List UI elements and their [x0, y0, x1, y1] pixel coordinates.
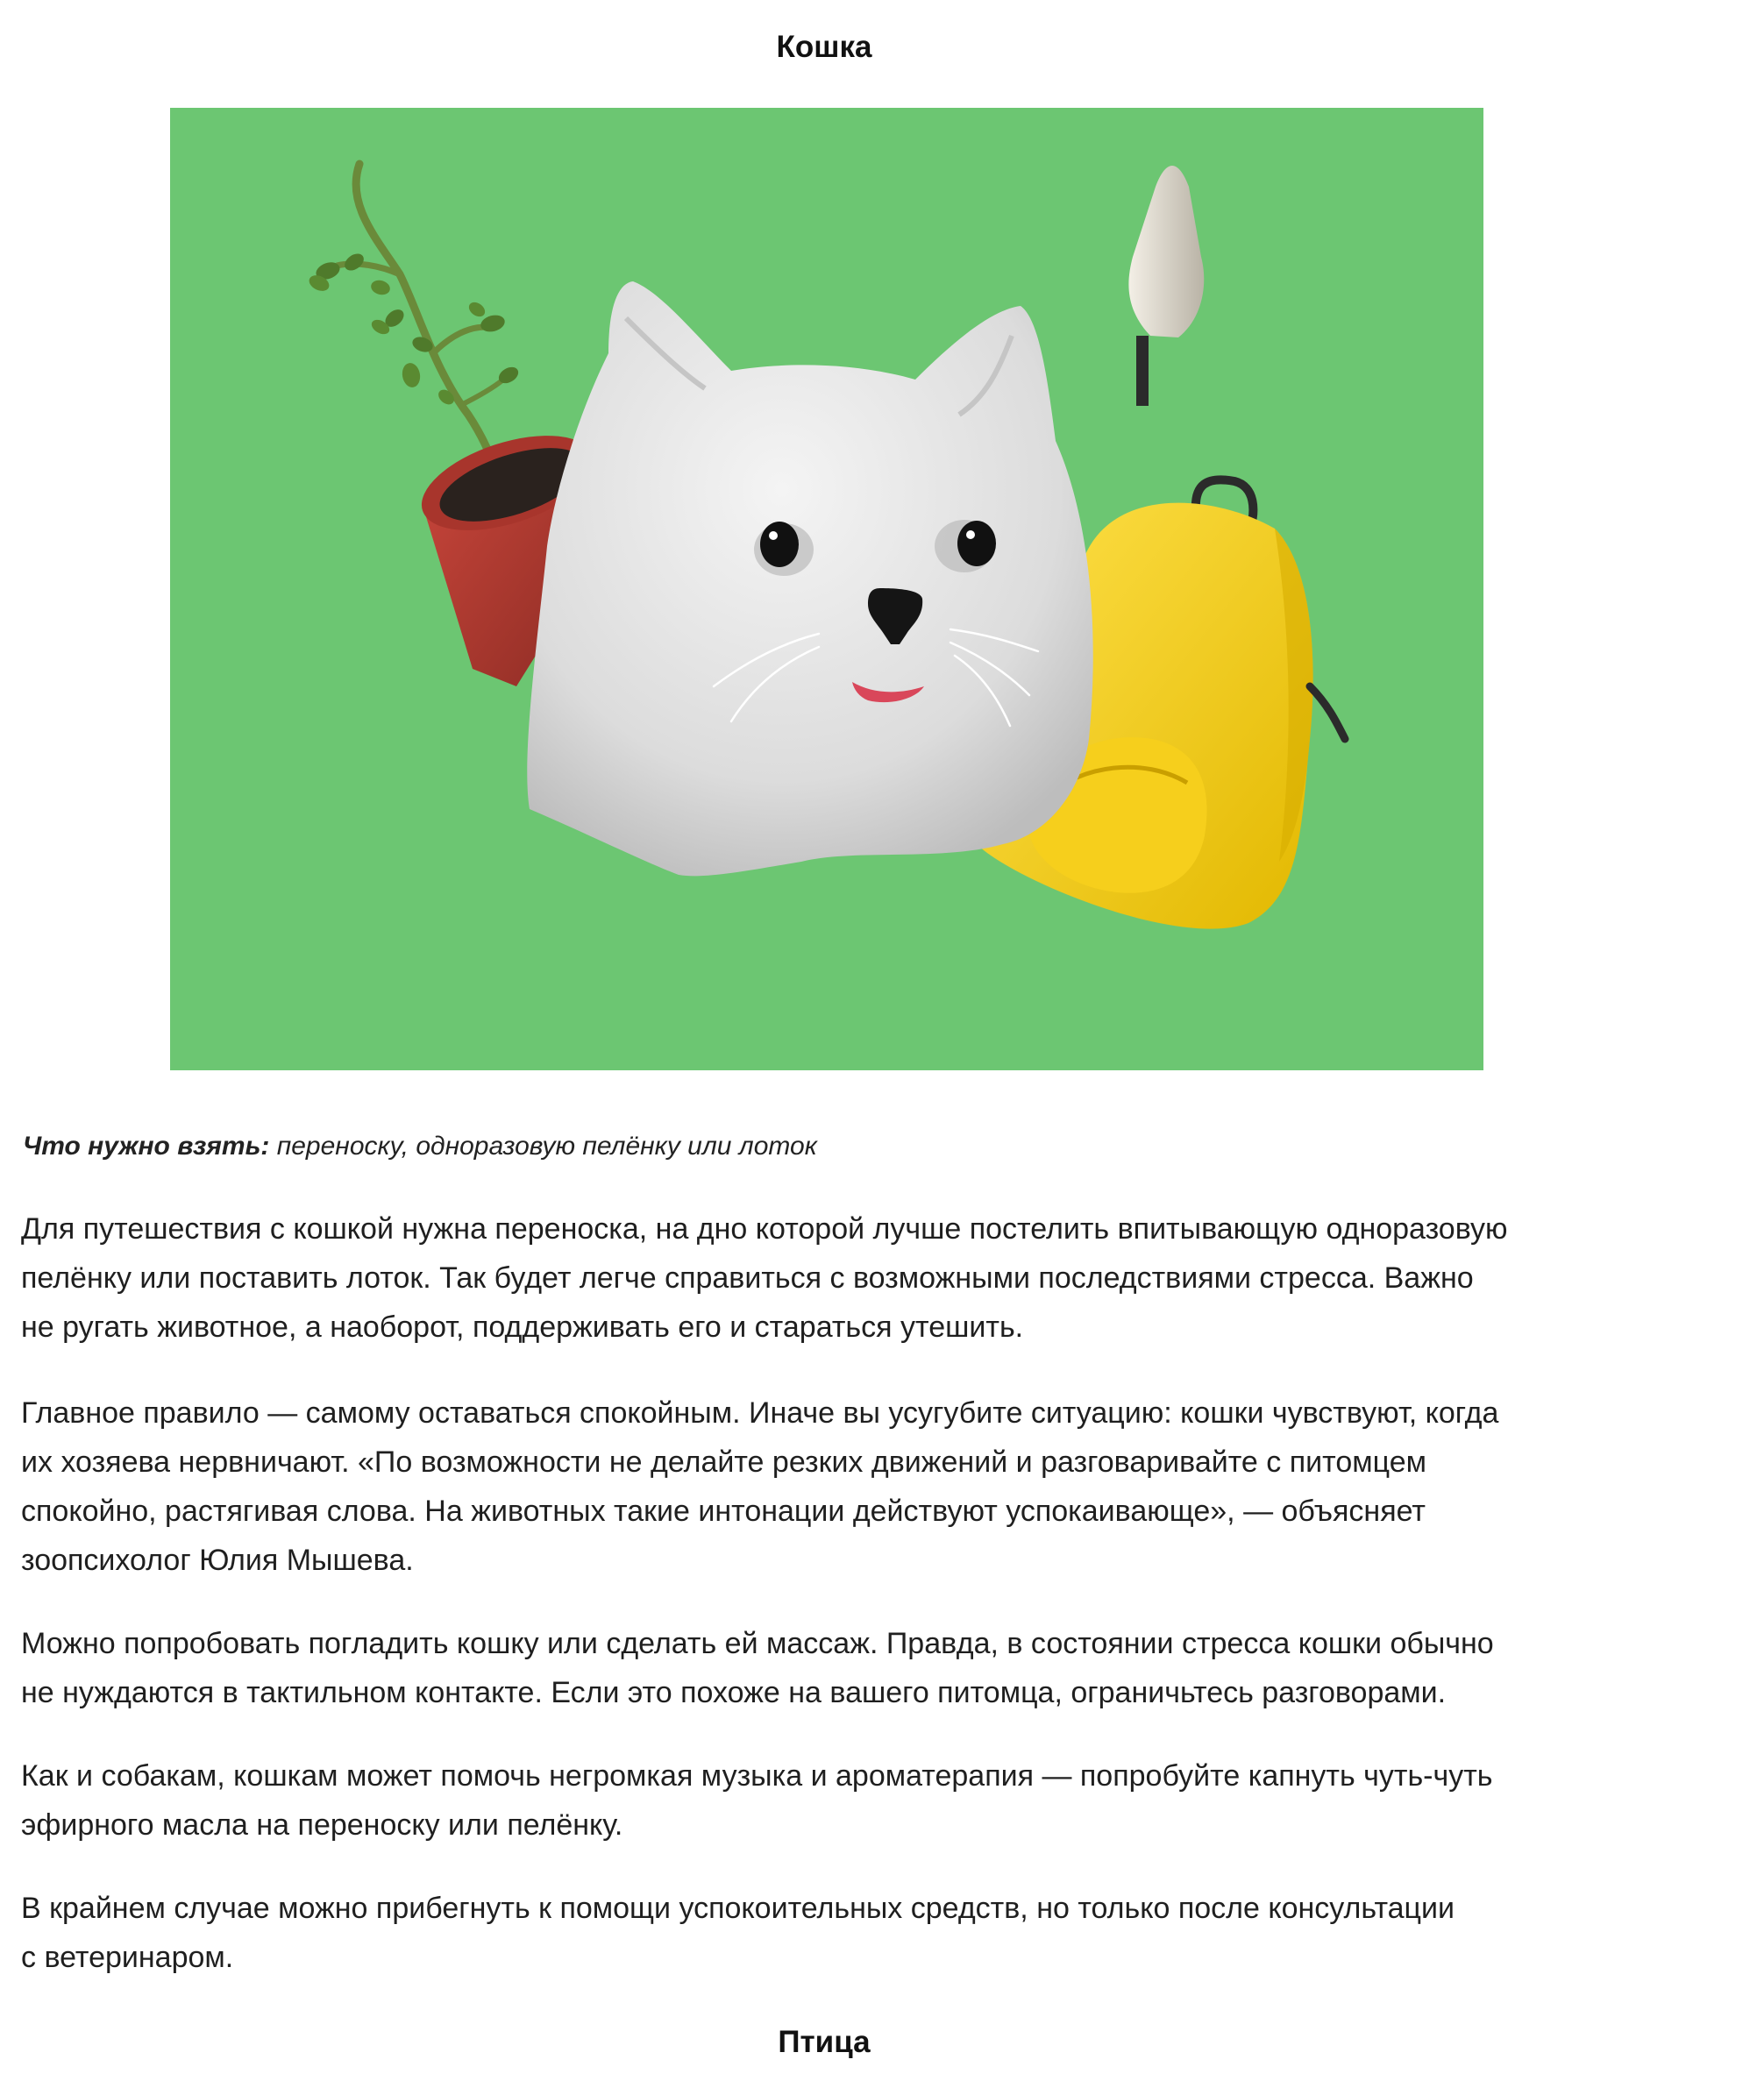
things-to-take-caption [23, 1129, 817, 1164]
illustration-svg [170, 108, 1483, 1070]
paragraph-line: зоопсихолог Юлия Мышева. [21, 1544, 414, 1577]
paragraph-music-aroma [21, 1751, 1652, 1850]
next-section-title: Птица [778, 2025, 871, 2059]
paragraph-line: не нуждаются в тактильном контакте. Если это похоже на вашего питомца, ограничьтесь разговорами. [21, 1676, 1447, 1709]
paragraph-line: Можно попробовать погладить кошку или сделать ей массаж. Правда, в состоянии стресса кошки обычно [21, 1627, 1494, 1660]
right-eye-icon [957, 521, 996, 566]
paragraph-massage [21, 1619, 1652, 1717]
paragraph-line: Главное правило — самому оставаться спокойным. Иначе вы усугубите ситуацию: кошки чувствуют, когда [21, 1396, 1499, 1430]
cat-head-icon [527, 281, 1092, 876]
paragraph-line: их хозяева нервничают. «По возможности не делайте резких движений и разговаривайте с питомцем [21, 1445, 1426, 1479]
paragraph-line: пелёнку или поставить лоток. Так будет легче справиться с возможными последствиями стресса. Важно [21, 1261, 1474, 1295]
paragraph-stay-calm [21, 1388, 1652, 1585]
paragraph-carrier [21, 1204, 1652, 1352]
section-title: Кошка [776, 30, 872, 64]
caption-text: переноску, одноразовую пелёнку или лоток [269, 1132, 817, 1161]
paragraph-line: не ругать животное, а наоборот, поддерживать его и стараться утешить. [21, 1310, 1024, 1344]
paragraph-line: Как и собакам, кошкам может помочь негромкая музыка и ароматерапия — попробуйте капнуть чуть-чуть [21, 1759, 1493, 1793]
paragraph-line: эфирного масла на переноску или пелёнку. [21, 1808, 623, 1842]
left-eye-icon [760, 522, 799, 567]
paragraph-sedatives [21, 1884, 1652, 1982]
paragraph-line: с ветеринаром. [21, 1941, 234, 1974]
cat-travel-illustration [170, 108, 1483, 1070]
paragraph-line: спокойно, растягивая слова. На животных такие интонации действуют успокаивающе», — объясняет [21, 1495, 1426, 1528]
paragraph-line: Для путешествия с кошкой нужна переноска, на дно которой лучше постелить впитывающую одноразовую [21, 1212, 1508, 1246]
trowel-icon [1128, 166, 1204, 337]
caption-lead: Что нужно взять: [23, 1132, 270, 1161]
paragraph-line: В крайнем случае можно прибегнуть к помощи успокоительных средств, но только после консультации [21, 1892, 1455, 1925]
